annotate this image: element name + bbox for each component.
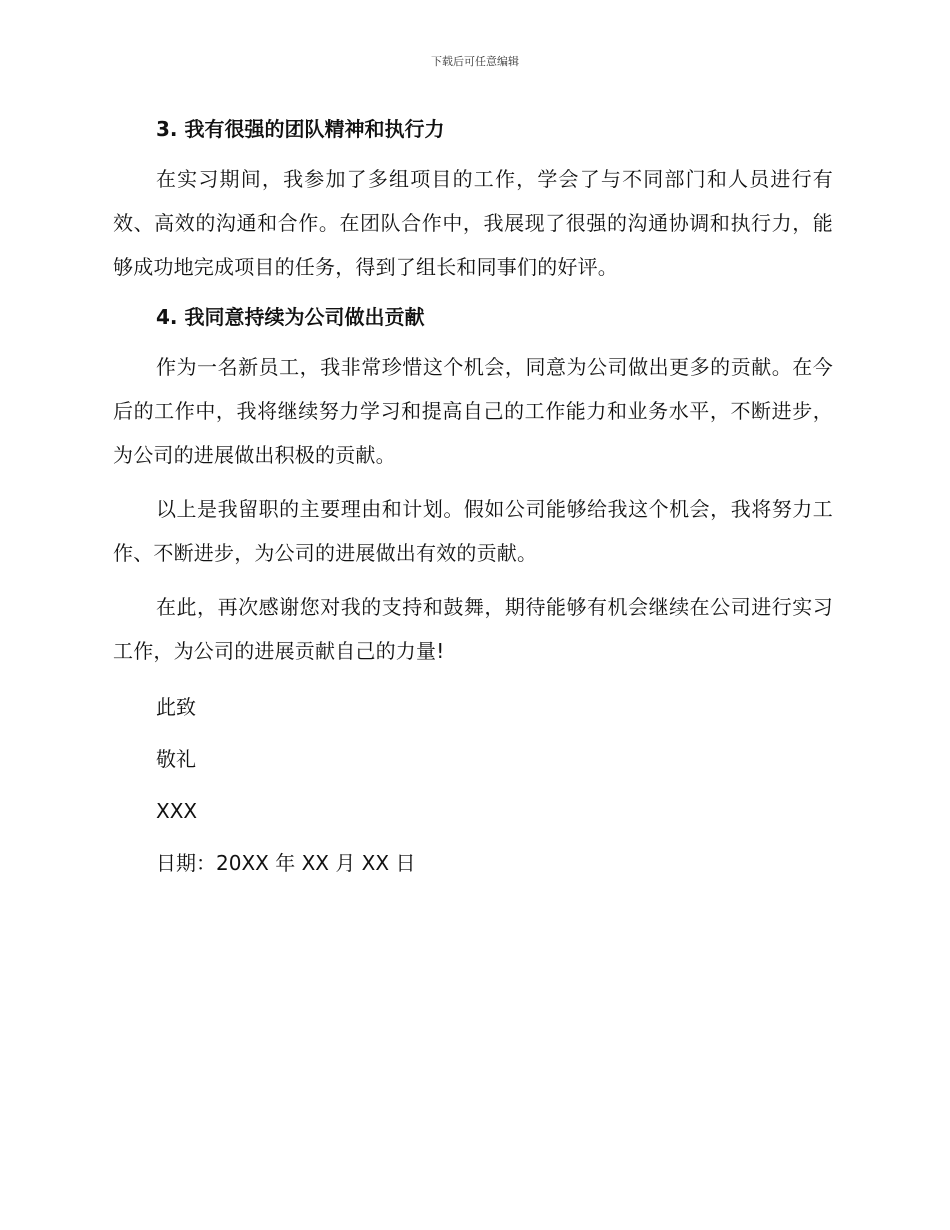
signature: XXX: [156, 799, 198, 823]
page-header: 下载后可任意编辑: [431, 55, 519, 68]
section-4-paragraph: 作为一名新员工，我非常珍惜这个机会，同意为公司做出更多的贡献。在今后的工作中，我将继续努力学习和提高自己的工作能力和业务水平，不断进步，为公司的进展做出积极的贡献。: [113, 355, 833, 467]
summary-paragraph: 以上是我留职的主要理由和计划。假如公司能够给我这个机会，我将努力工作、不断进步，为公司的进展做出有效的贡献。: [113, 497, 833, 565]
section-3-paragraph: 在实习期间，我参加了多组项目的工作，学会了与不同部门和人员进行有效、高效的沟通和合作。在团队合作中，我展现了很强的沟通协调和执行力，能够成功地完成项目的任务，得到了组长和同事们的好评。: [113, 167, 833, 279]
section-3-heading: 3. 我有很强的团队精神和执行力: [156, 117, 445, 141]
date-line: 日期：20XX 年 XX 月 XX 日: [156, 851, 416, 875]
thanks-paragraph: 在此，再次感谢您对我的支持和鼓舞，期待能够有机会继续在公司进行实习工作，为公司的进展贡献自己的力量!: [113, 595, 833, 663]
section-4-heading: 4. 我同意持续为公司做出贡献: [156, 305, 425, 329]
letter-body: [113, 111, 833, 881]
salutation-line-2: 敬礼: [156, 747, 196, 771]
salutation-line-1: 此致: [156, 695, 196, 719]
